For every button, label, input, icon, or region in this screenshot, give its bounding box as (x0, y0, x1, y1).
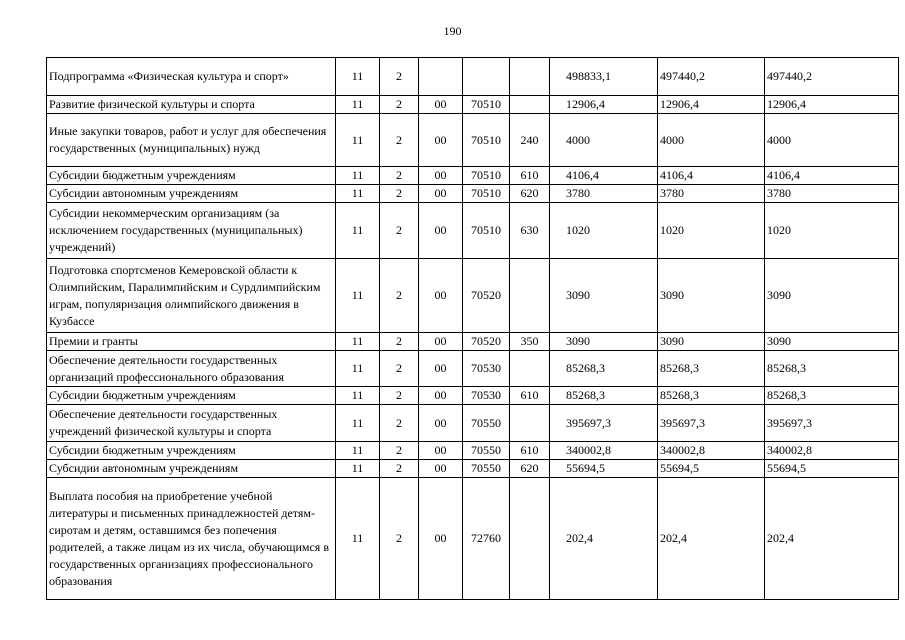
amount-year2-cell: 3780 (658, 185, 765, 203)
subsection-code-cell: 2 (380, 185, 419, 203)
article-code-cell: 70510 (463, 167, 510, 185)
subsection-code-cell: 2 (380, 259, 419, 333)
amount-year1-cell: 395697,3 (550, 405, 658, 442)
table-row (47, 58, 899, 96)
amount-year2-cell: 12906,4 (658, 96, 765, 114)
amount-year2-cell: 202,4 (658, 478, 765, 600)
section-code-cell: 11 (336, 259, 380, 333)
article-code-cell: 72760 (463, 478, 510, 600)
table-row (47, 203, 899, 259)
amount-year2-cell: 4106,4 (658, 167, 765, 185)
subsection-code-cell: 2 (380, 442, 419, 460)
amount-year1-cell: 3780 (550, 185, 658, 203)
expense-kind-cell (510, 259, 550, 333)
subsection-code-cell: 2 (380, 351, 419, 387)
section-code-cell: 11 (336, 387, 380, 405)
expense-kind-cell: 240 (510, 114, 550, 167)
section-code-cell: 11 (336, 460, 380, 478)
section-code-cell: 11 (336, 351, 380, 387)
amount-year1-cell: 1020 (550, 203, 658, 259)
amount-year1-cell: 55694,5 (550, 460, 658, 478)
program-code-cell: 00 (419, 387, 463, 405)
expense-kind-cell (510, 405, 550, 442)
amount-year2-cell: 85268,3 (658, 387, 765, 405)
section-code-cell: 11 (336, 442, 380, 460)
amount-year2-cell: 497440,2 (658, 58, 765, 96)
amount-year3-cell: 12906,4 (765, 96, 899, 114)
amount-year1-cell: 498833,1 (550, 58, 658, 96)
row-name-cell: Субсидии автономным учреждениям (47, 460, 336, 478)
expense-kind-cell: 620 (510, 460, 550, 478)
amount-year3-cell: 340002,8 (765, 442, 899, 460)
row-name-cell: Субсидии бюджетным учреждениям (47, 167, 336, 185)
table-row (47, 185, 899, 203)
amount-year2-cell: 395697,3 (658, 405, 765, 442)
amount-year1-cell: 340002,8 (550, 442, 658, 460)
expense-kind-cell: 630 (510, 203, 550, 259)
expense-kind-cell: 610 (510, 442, 550, 460)
expense-kind-cell: 610 (510, 387, 550, 405)
amount-year1-cell: 3090 (550, 259, 658, 333)
table-row (47, 478, 899, 600)
program-code-cell: 00 (419, 442, 463, 460)
program-code-cell: 00 (419, 167, 463, 185)
program-code-cell: 00 (419, 460, 463, 478)
row-name-cell: Премии и гранты (47, 333, 336, 351)
amount-year2-cell: 1020 (658, 203, 765, 259)
budget-table (46, 57, 899, 600)
article-code-cell: 70550 (463, 460, 510, 478)
row-name-cell: Подпрограмма «Физическая культура и спорт» (47, 58, 336, 96)
row-name-cell: Обеспечение деятельности государственных организаций профессионального образования (47, 351, 336, 387)
amount-year2-cell: 3090 (658, 333, 765, 351)
amount-year3-cell: 4000 (765, 114, 899, 167)
amount-year3-cell: 3090 (765, 259, 899, 333)
page-number: 190 (443, 24, 462, 38)
amount-year2-cell: 85268,3 (658, 351, 765, 387)
subsection-code-cell: 2 (380, 387, 419, 405)
expense-kind-cell: 620 (510, 185, 550, 203)
article-code-cell: 70550 (463, 442, 510, 460)
expense-kind-cell: 350 (510, 333, 550, 351)
table-row (47, 96, 899, 114)
table-row (47, 333, 899, 351)
section-code-cell: 11 (336, 96, 380, 114)
table-row (47, 114, 899, 167)
subsection-code-cell: 2 (380, 460, 419, 478)
expense-kind-cell (510, 96, 550, 114)
row-name-cell: Выплата пособия на приобретение учебной литературы и письменных принадлежностей детям-сиротам и детям, оставшимся без попечения родителей, а также лицам из их числа, обучающимся в государственных организациях профессионального образования (47, 478, 336, 600)
table-row (47, 387, 899, 405)
amount-year3-cell: 55694,5 (765, 460, 899, 478)
section-code-cell: 11 (336, 114, 380, 167)
amount-year3-cell: 395697,3 (765, 405, 899, 442)
row-name-cell: Субсидии бюджетным учреждениям (47, 387, 336, 405)
section-code-cell: 11 (336, 185, 380, 203)
expense-kind-cell (510, 478, 550, 600)
article-code-cell: 70510 (463, 185, 510, 203)
program-code-cell: 00 (419, 96, 463, 114)
amount-year3-cell: 3780 (765, 185, 899, 203)
subsection-code-cell: 2 (380, 405, 419, 442)
section-code-cell: 11 (336, 333, 380, 351)
amount-year1-cell: 202,4 (550, 478, 658, 600)
subsection-code-cell: 2 (380, 333, 419, 351)
amount-year2-cell: 3090 (658, 259, 765, 333)
table-row (47, 460, 899, 478)
program-code-cell: 00 (419, 478, 463, 600)
section-code-cell: 11 (336, 167, 380, 185)
amount-year1-cell: 85268,3 (550, 387, 658, 405)
program-code-cell: 00 (419, 351, 463, 387)
amount-year2-cell: 55694,5 (658, 460, 765, 478)
amount-year1-cell: 4000 (550, 114, 658, 167)
subsection-code-cell: 2 (380, 167, 419, 185)
expense-kind-cell (510, 58, 550, 96)
subsection-code-cell: 2 (380, 96, 419, 114)
amount-year1-cell: 3090 (550, 333, 658, 351)
section-code-cell: 11 (336, 203, 380, 259)
budget-table-body (47, 58, 899, 600)
amount-year2-cell: 4000 (658, 114, 765, 167)
article-code-cell: 70510 (463, 114, 510, 167)
amount-year3-cell: 1020 (765, 203, 899, 259)
article-code-cell: 70550 (463, 405, 510, 442)
table-row (47, 259, 899, 333)
article-code-cell: 70530 (463, 351, 510, 387)
amount-year1-cell: 12906,4 (550, 96, 658, 114)
section-code-cell: 11 (336, 58, 380, 96)
row-name-cell: Подготовка спортсменов Кемеровской области к Олимпийским, Паралимпийским и Сурдлимпийским играм, популяризация олимпийского движения в Кузбассе (47, 259, 336, 333)
subsection-code-cell: 2 (380, 58, 419, 96)
section-code-cell: 11 (336, 405, 380, 442)
expense-kind-cell (510, 351, 550, 387)
amount-year3-cell: 85268,3 (765, 387, 899, 405)
amount-year1-cell: 4106,4 (550, 167, 658, 185)
program-code-cell (419, 58, 463, 96)
program-code-cell: 00 (419, 259, 463, 333)
program-code-cell: 00 (419, 333, 463, 351)
amount-year1-cell: 85268,3 (550, 351, 658, 387)
subsection-code-cell: 2 (380, 203, 419, 259)
table-row (47, 405, 899, 442)
table-row (47, 167, 899, 185)
amount-year3-cell: 497440,2 (765, 58, 899, 96)
article-code-cell: 70510 (463, 96, 510, 114)
subsection-code-cell: 2 (380, 114, 419, 167)
row-name-cell: Иные закупки товаров, работ и услуг для обеспечения государственных (муниципальных) нужд (47, 114, 336, 167)
article-code-cell (463, 58, 510, 96)
amount-year3-cell: 85268,3 (765, 351, 899, 387)
amount-year3-cell: 202,4 (765, 478, 899, 600)
article-code-cell: 70510 (463, 203, 510, 259)
amount-year2-cell: 340002,8 (658, 442, 765, 460)
table-row (47, 442, 899, 460)
row-name-cell: Обеспечение деятельности государственных учреждений физической культуры и спорта (47, 405, 336, 442)
table-row (47, 351, 899, 387)
article-code-cell: 70520 (463, 333, 510, 351)
section-code-cell: 11 (336, 478, 380, 600)
program-code-cell: 00 (419, 114, 463, 167)
row-name-cell: Развитие физической культуры и спорта (47, 96, 336, 114)
article-code-cell: 70530 (463, 387, 510, 405)
expense-kind-cell: 610 (510, 167, 550, 185)
row-name-cell: Субсидии бюджетным учреждениям (47, 442, 336, 460)
row-name-cell: Субсидии некоммерческим организациям (за исключением государственных (муниципальных) учреждений) (47, 203, 336, 259)
row-name-cell: Субсидии автономным учреждениям (47, 185, 336, 203)
amount-year3-cell: 3090 (765, 333, 899, 351)
amount-year3-cell: 4106,4 (765, 167, 899, 185)
program-code-cell: 00 (419, 203, 463, 259)
program-code-cell: 00 (419, 185, 463, 203)
program-code-cell: 00 (419, 405, 463, 442)
article-code-cell: 70520 (463, 259, 510, 333)
subsection-code-cell: 2 (380, 478, 419, 600)
